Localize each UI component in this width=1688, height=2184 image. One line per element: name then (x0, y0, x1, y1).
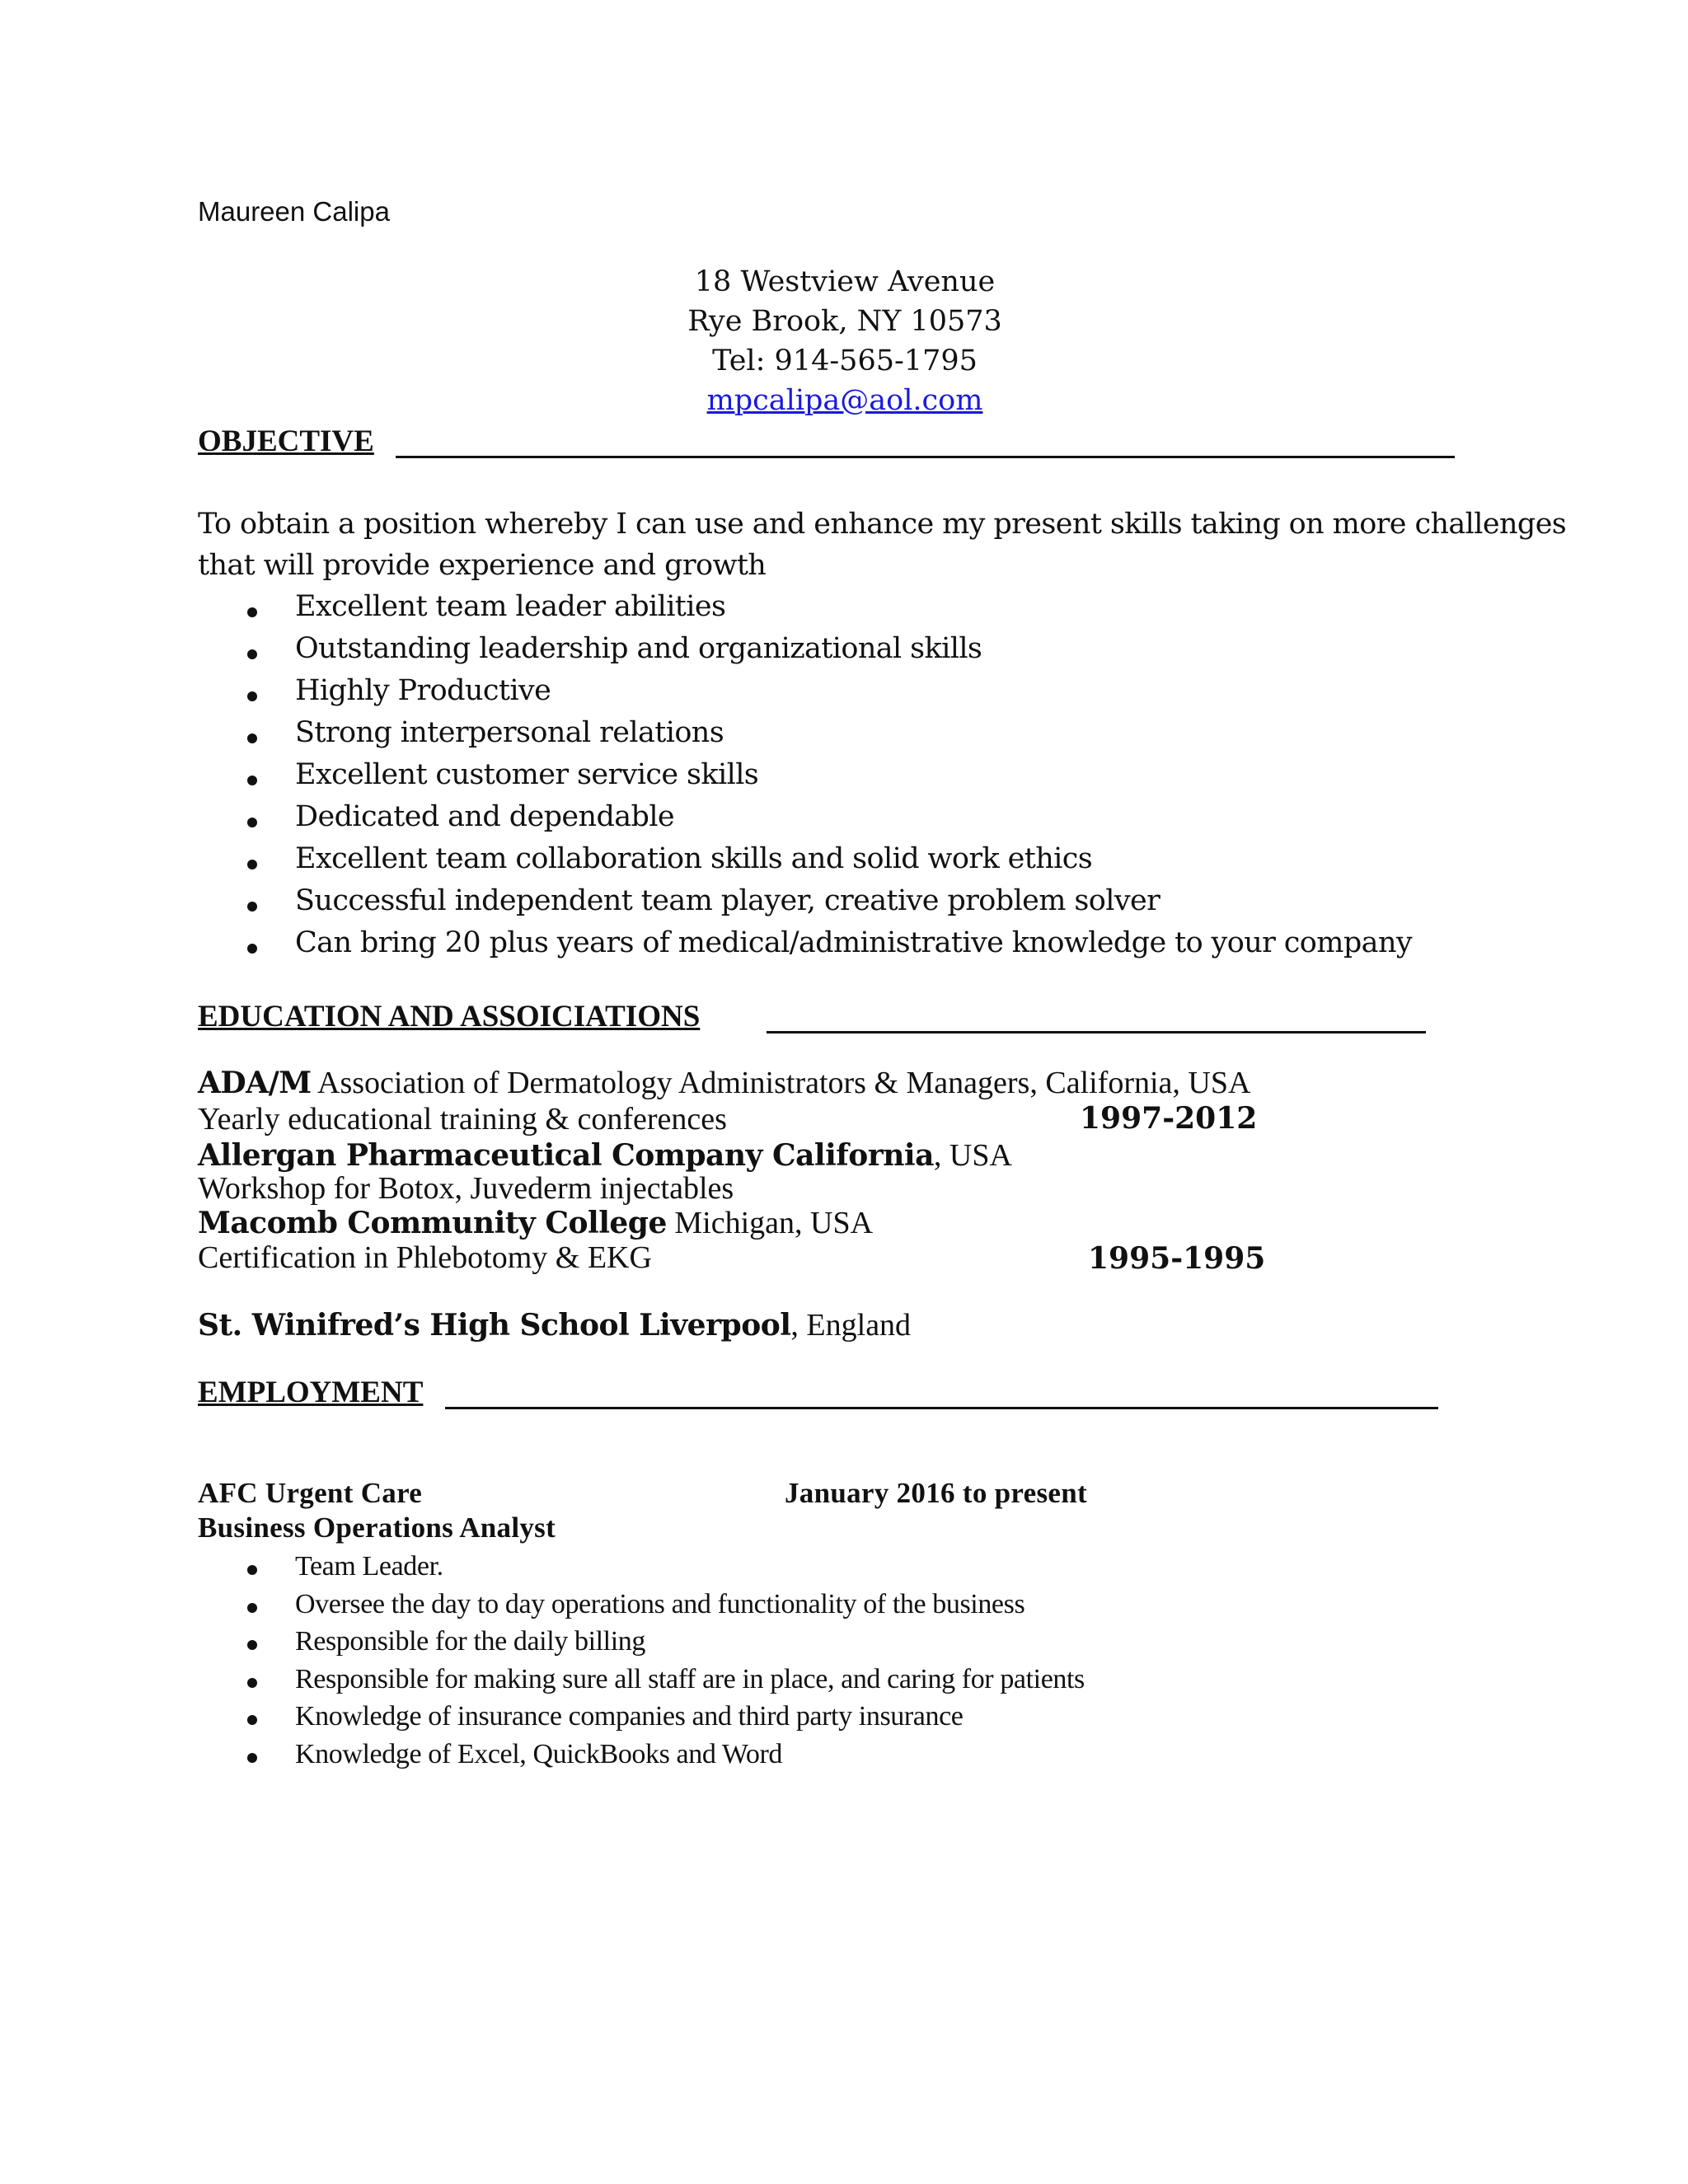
bullet-icon (247, 1565, 257, 1575)
macomb-location: Michigan, USA (666, 1206, 874, 1240)
education-school-line (198, 1307, 911, 1343)
school-location: , England (790, 1308, 912, 1343)
candidate-name: Maureen Calipa (198, 196, 390, 227)
bullet-icon (247, 733, 257, 743)
bullet-icon (247, 1678, 257, 1688)
education-ada-detail: Yearly educational training & conferences (198, 1102, 727, 1137)
education-allergan-line (198, 1137, 1012, 1174)
bullet-icon (247, 860, 257, 869)
ada-years: 1997-2012 (1080, 1101, 1258, 1136)
allergan-location: , USA (933, 1138, 1012, 1173)
employer-name: AFC Urgent Care (198, 1477, 423, 1509)
employment-dates: January 2016 to present (785, 1477, 1087, 1509)
bullet-icon (247, 944, 257, 954)
objective-heading-rule (396, 456, 1455, 458)
job-title: Business Operations Analyst (198, 1511, 556, 1544)
phone-number: Tel: 914-565-1795 (712, 344, 978, 377)
email-link[interactable]: mpcalipa@aol.com (706, 384, 983, 417)
bullet-icon (247, 776, 257, 785)
email-row (528, 384, 1162, 417)
objective-text-line-2: that will provide experience and growth (198, 549, 767, 582)
education-ada-line (198, 1065, 1250, 1101)
education-heading-rule (767, 1031, 1426, 1033)
bullet-icon (247, 607, 257, 617)
address-line-2: Rye Brook, NY 10573 (687, 305, 1002, 338)
bullet-icon (247, 691, 257, 701)
macomb-years: 1995-1995 (1088, 1241, 1266, 1276)
allergan-name: Allergan Pharmaceutical Company California (198, 1138, 934, 1173)
bullet-icon (247, 902, 257, 912)
ada-name: ADA/M (198, 1066, 312, 1100)
macomb-name: Macomb Community College (198, 1206, 667, 1240)
school-name: St. Winifred’s High School Liverpool (198, 1308, 791, 1343)
objective-text-line-1: To obtain a position whereby I can use and enhance my present skills taking on more challenges (198, 508, 1567, 541)
bullet-icon (247, 1715, 257, 1725)
employment-heading: EMPLOYMENT (198, 1376, 424, 1409)
bullet-icon (247, 1753, 257, 1763)
employment-heading-rule (445, 1407, 1438, 1409)
objective-heading: OBJECTIVE (198, 424, 374, 458)
education-macomb-detail: Certification in Phlebotomy & EKG (198, 1240, 652, 1275)
education-allergan-detail: Workshop for Botox, Juvederm injectables (198, 1171, 734, 1206)
bullet-icon (247, 1640, 257, 1650)
ada-description: Association of Dermatology Administrators & Managers, California, USA (311, 1066, 1251, 1100)
address-line-1: 18 Westview Avenue (694, 265, 996, 298)
bullet-icon (247, 649, 257, 659)
education-macomb-line (198, 1205, 873, 1241)
resume-page: Maureen Calipa 18 Westview Avenue Rye Brook, NY 10573 Tel: 914-565-1795 mpcalipa@aol.com OBJECTIVE To obtain a position whereby I can use and enhance my present skills taking on more challenges that will provide experience and growth Excellent team leader abilities Outstanding leadership and organizational skills Highly Productive Strong interpersonal relations Excellent customer service skills Dedicated and dependable Excellent team collaboration skills and solid work ethics Successful independent team player, creative problem solver Can bring 20 plus years of medical/administrative knowledge to your company EDUCATION AND ASSOICIATIONS ADA/M Association of Dermatology Administrators & Managers, California, USA Yearly educational training & conferences 1997-2012 Allergan Pharmaceutical Company California, USA Workshop for Botox, Juvederm injectables Macomb Community College Michigan, USA Certification in Phlebotomy & EKG 1995-1995 St. Winifred’s High School Liverpool, England EMPLOYMENT AFC Urgent Care January 2016 to present Business Operations Analyst Team Leader. Oversee the day to day operations and functionality of the business Responsible for the daily billing Responsible for making sure all staff are in place, and caring for patients Knowledge of insurance companies and third party insurance Knowledge of Excel, QuickBooks and Word (198, 196, 1567, 1769)
bullet-icon (247, 818, 257, 827)
education-heading: EDUCATION AND ASSOICIATIONS (198, 1000, 701, 1033)
bullet-icon (247, 1603, 257, 1613)
